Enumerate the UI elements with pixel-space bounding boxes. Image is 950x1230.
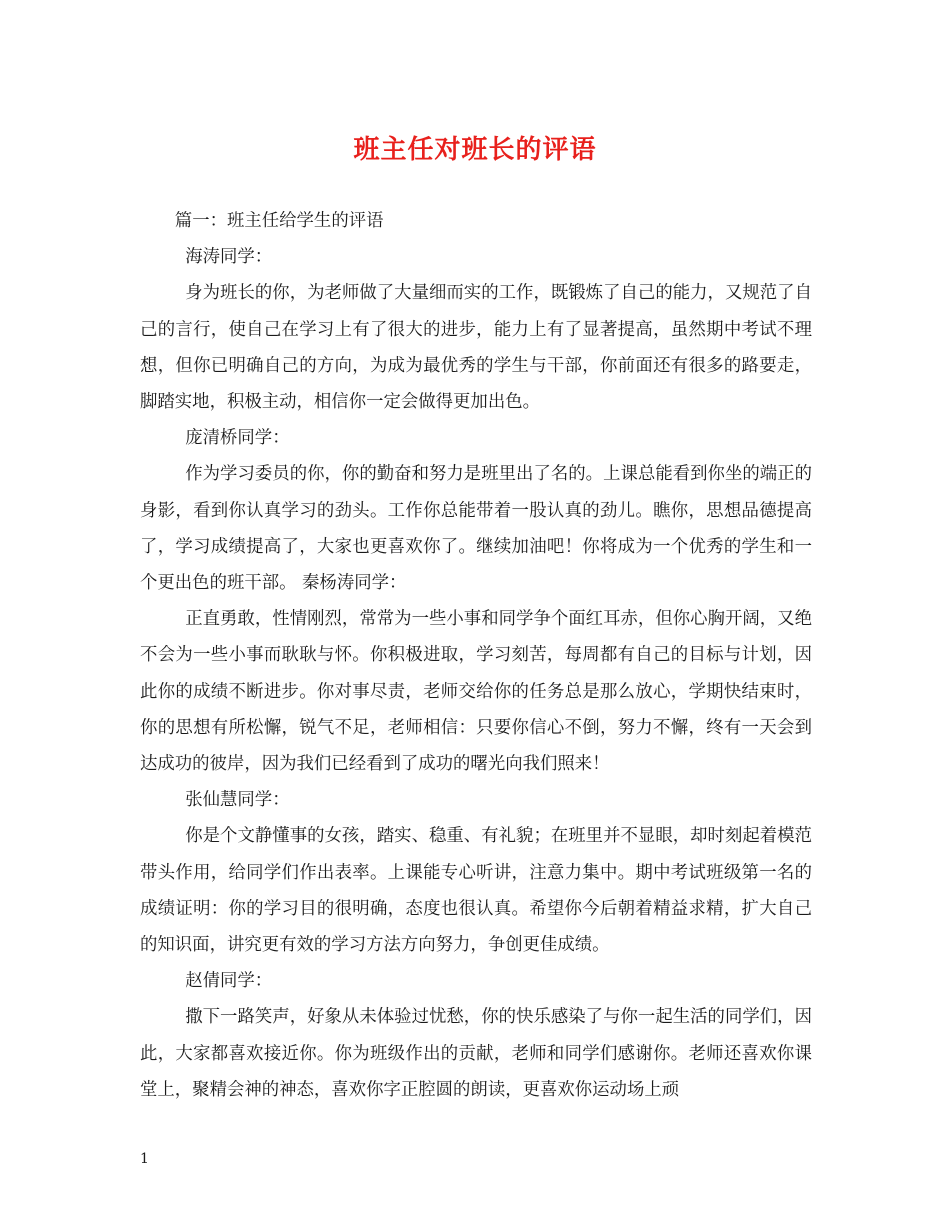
comment-paragraph: 作为学习委员的你，你的勤奋和努力是班里出了名的。上课总能看到你坐的端正的身影，看到你认真学习的劲头。工作你总能带着一股认真的劲儿。瞧你，思想品德提高了，学习成绩提高了，大家也更喜欢你了。继续加油吧！你将成为一个优秀的学生和一个更出色的班干部。 秦杨涛同学： [140,464,812,594]
comment-paragraph: 正直勇敢，性情刚烈，常常为一些小事和同学争个面红耳赤，但你心胸开阔，又绝不会为一些小事而耿耿与怀。你积极进取，学习刻苦，每周都有自己的目标与计划，因此你的成绩不断进步。你对事尽责，老师交给你的任务总是那么放心，学期快结束时，你的思想有所松懈，锐气不足，老师相信：只要你信心不倒，努力不懈，终有一天会到达成功的彼岸，因为我们已经看到了成功的曙光向我们照来！ [140,609,812,775]
student-salutation: 庞清桥同学： [185,428,290,449]
student-salutation: 赵倩同学： [185,971,273,992]
student-salutation: 海涛同学： [185,247,273,268]
comment-paragraph: 撒下一路笑声，好象从未体验过忧愁，你的快乐感染了与你一起生活的同学们，因此，大家都喜欢接近你。你为班级作出的贡献，老师和同学们感谢你。老师还喜欢你课堂上，聚精会神的神态，喜欢你字正腔圆的朗读，更喜欢你运动场上顽 [140,1007,812,1100]
student-salutation: 张仙慧同学： [185,790,290,811]
page-number: 1 [140,1151,149,1167]
section-heading: 篇一：班主任给学生的评语 [174,211,384,231]
document-body [140,203,812,1108]
document-title: 班主任对班长的评语 [353,135,597,165]
comment-paragraph: 你是个文静懂事的女孩，踏实、稳重、有礼貌；在班里并不显眼，却时刻起着模范带头作用，给同学们作出表率。上课能专心听讲，注意力集中。期中考试班级第一名的成绩证明：你的学习目的很明确，态度也很认真。希望你今后朝着精益求精，扩大自己的知识面，讲究更有效的学习方法方向努力，争创更佳成绩。 [140,826,812,956]
comment-paragraph: 身为班长的你，为老师做了大量细而实的工作，既锻炼了自己的能力，又规范了自己的言行，使自己在学习上有了很大的进步，能力上有了显著提高，虽然期中考试不理想，但你已明确自己的方向，为成为最优秀的学生与干部，你前面还有很多的路要走，脚踏实地，积极主动，相信你一定会做得更加出色。 [140,283,812,413]
